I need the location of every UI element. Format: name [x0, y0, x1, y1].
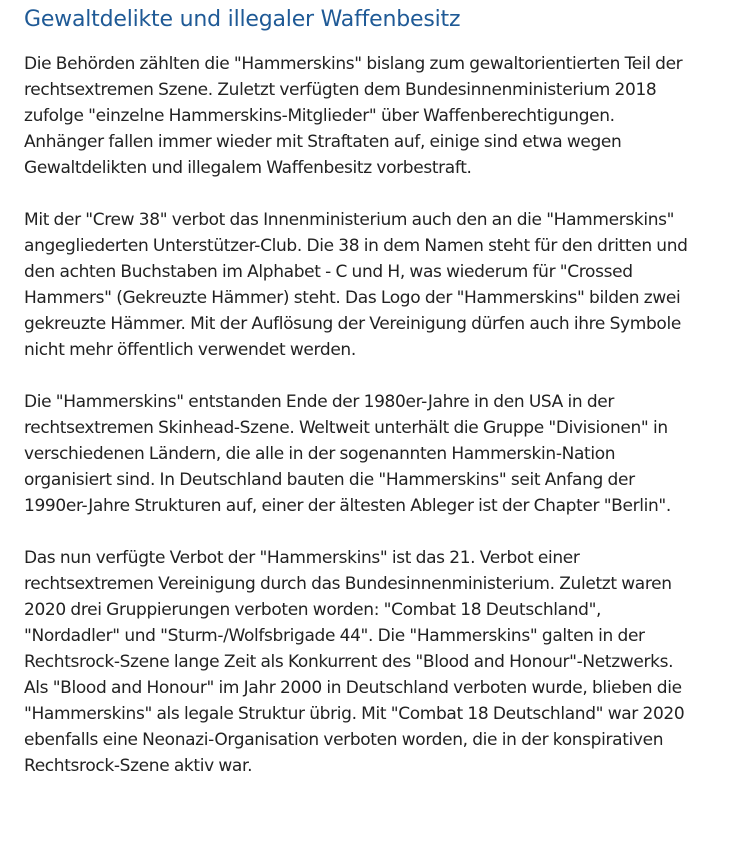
paragraph-ban: Das nun verfügte Verbot der "Hammerskins" ist das 21. Verbot einer rechtsextremen Vereinigung durch das Bundesinnenministerium. Zuletzt waren 2020 drei Gruppierungen verboten worden: "Combat 18 Deutschland", "Nordadler" und "Sturm-/Wolfsbrigade 44". Die "Hammerskins" galten in der Rechtsrock-Szene lange Zeit als Konkurrent des "Blood and Honour"-Netzwerks. Als "Blood and Honour" im Jahr 2000 in Deutschland verboten wurde, blieben die "Hammerskins" als legale Struktur übrig. Mit "Combat 18 Deutschland" war 2020 ebenfalls eine Neonazi-Organisation verboten worden, die in der konspirativen Rechtsrock-Szene aktiv war.: [24, 548, 685, 776]
paragraph-crew-38: Mit der "Crew 38" verbot das Innenministerium auch den an die "Hammerskins" angegliederten Unterstützer-Club. Die 38 in dem Namen steht für den dritten und den achten Buchstaben im Alphabet - C und H, was wiederum für "Crossed Hammers" (Gekreuzte Hämmer) steht. Das Logo der "Hammerskins" bilden zwei gekreuzte Hämmer. Mit der Auflösung der Vereinigung dürfen auch ihre Symbole nicht mehr öffentlich verwendet werden.: [24, 210, 688, 360]
section-heading: Gewaltdelikte und illegaler Waffenbesitz: [24, 7, 461, 32]
paragraph-violence: Die Behörden zählten die "Hammerskins" bislang zum gewaltorientierten Teil der rechtsextremen Szene. Zuletzt verfügten dem Bundesinnenministerium 2018 zufolge "einzelne Hammerskins-Mitglieder" über Waffenberechtigungen. Anhänger fallen immer wieder mit Straftaten auf, einige sind etwa wegen Gewaltdelikten und illegalem Waffenbesitz vorbestraft.: [24, 54, 683, 178]
paragraph-origins: Die "Hammerskins" entstanden Ende der 1980er-Jahre in den USA in der rechtsextremen Skinhead-Szene. Weltweit unterhält die Gruppe "Divisionen" in verschiedenen Ländern, die alle in der sogenannten Hammerskin-Nation organisiert sind. In Deutschland bauten die "Hammerskins" seit Anfang der 1990er-Jahre Strukturen auf, einer der ältesten Ableger ist der Chapter "Berlin".: [24, 392, 671, 516]
